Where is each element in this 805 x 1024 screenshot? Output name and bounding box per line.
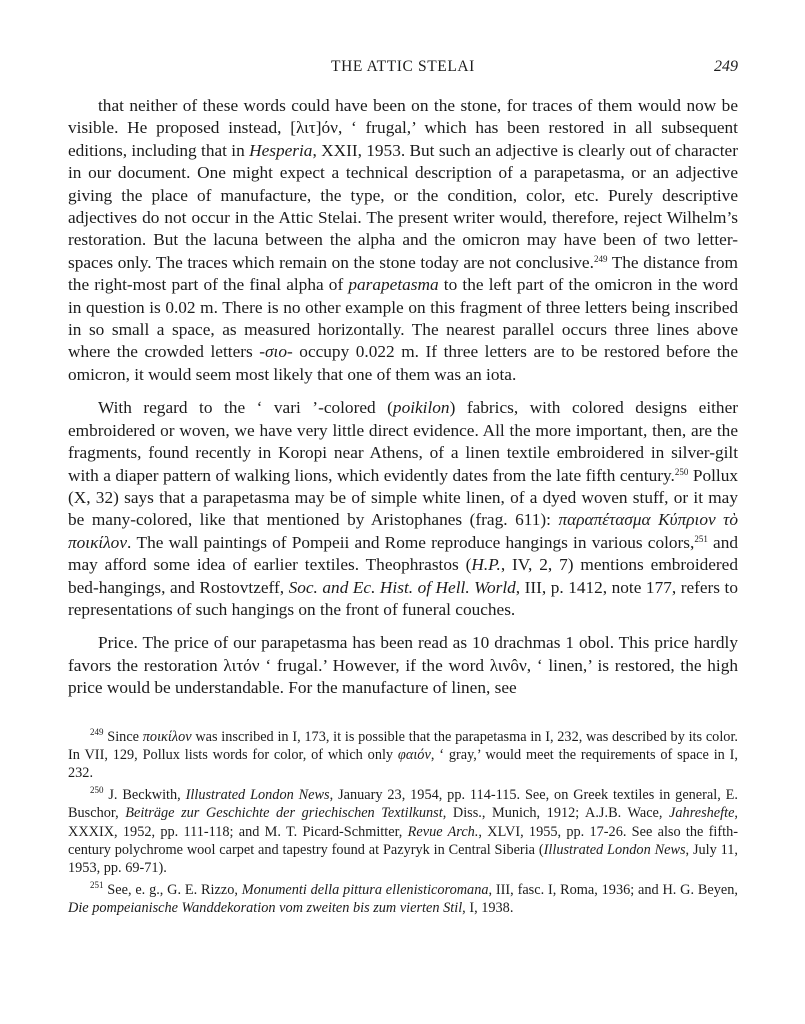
italic-text: φαιόν [397, 746, 431, 763]
text-run: Price. The price of our parapetasma has been read as 10 drachmas 1 obol. This price hardly favors the restoration λιτόν ‘ frugal.’ However, if the word λινôν, ‘ linen,’ is restored, the high price would be understandable. For the manufacture of linen, see [68, 633, 738, 698]
text-run: was inscribed in I, 173, it is possible that the parapetasma in I, 232, was described by its color. In VII, 129, Pollux lists words for color, of which only [68, 728, 738, 763]
text-run: , January 23, 1954, pp. 114-115. See, on Greek textiles in general, E. Buschor, [68, 787, 738, 822]
text-run: See, e. g., G. E. Rizzo, [103, 882, 242, 899]
italic-text: H.P. [471, 555, 501, 575]
footnote-marker: 249 [593, 253, 608, 264]
running-title: THE ATTIC STELAI [331, 58, 475, 75]
text-run: , July 11, 1953, pp. 69-71). [68, 841, 738, 876]
italic-text: Jahreshefte [669, 805, 735, 822]
footnote-marker: 251 [90, 880, 104, 891]
text-run: , ‘ gray,’ would meet the requirements of space in I, 232. [68, 746, 738, 781]
footnote-marker: 250 [90, 785, 104, 796]
text-run: to the left part of the omicron in the word in question is 0.02 m. There is no other example on this fragment of three letters being inscribed in so small a space, as measured horizontally. The nearest parallel occurs three lines above where the crowded letters - [68, 275, 738, 362]
text-run: The distance from the right-most part of the final alpha of [68, 252, 738, 295]
italic-text: Monumenti della pittura ellenisticoromana [241, 882, 489, 899]
paragraph [68, 632, 738, 699]
italic-text: Hesperia [249, 140, 313, 160]
text-run: , IV, 2, 7) mentions embroidered bed-hangings, and Rostovtzeff, [68, 555, 738, 597]
text-run: Pollux (X, 32) says that a parapetasma may be of simple white linen, of a dyed woven stuff, or it may be many-colored, like that mentioned by Aristophanes (frag. 611): [68, 465, 738, 530]
text-run: , XLVI, 1955, pp. 17-26. See also the fifth-century polychrome wool carpet and tapestry found at Pazyryk in Central Siberia ( [68, 823, 738, 858]
footnote [68, 728, 738, 783]
paragraph [68, 95, 738, 386]
italic-text: σιο [265, 342, 287, 362]
italic-text: Illustrated London News [543, 841, 686, 858]
text-run: , XXII, 1953. But such an adjective is clearly out of character in our document. One might expect a technical description of a parapetasma, or an adjective giving the place of manufacture, the type, or the condition, color, etc. Purely descriptive adjectives do not occur in the Attic Stelai. The present writer would, therefore, reject Wilhelm’s restoration. But the lacuna between the alpha and the omicron may have been of two letter-spaces only. The traces which remain on the stone today are not conclusive. [68, 140, 738, 272]
footnote-marker: 251 [694, 533, 708, 544]
italic-text: poikilon [392, 398, 450, 418]
text-run: that neither of these words could have been on the stone, for traces of them would now be visible. He proposed instead, [λιτ]όν, ‘ frugal,’ which has been restored in all subsequent editions, including that in [68, 96, 738, 160]
text-run: and may afford some idea of earlier textiles. Theophrastos ( [68, 532, 738, 575]
text-run: J. Beckwith, [103, 787, 186, 804]
body-text [68, 95, 738, 700]
text-run: Since [103, 728, 143, 745]
document-page [68, 58, 738, 922]
text-run: . The wall paintings of Pompeii and Rome reproduce hangings in various colors, [127, 532, 695, 552]
italic-text: Revue Arch. [407, 823, 479, 840]
text-run: , III, fasc. I, Roma, 1936; and H. G. Beyen, [488, 882, 738, 899]
italic-text: Illustrated London News [185, 787, 330, 804]
running-head [68, 58, 738, 82]
text-run: - occupy 0.022 m. If three letters are to be restored before the omicron, it would seem most likely that one of them was an iota. [68, 342, 738, 384]
footnote [68, 786, 738, 877]
footnote [68, 881, 738, 917]
footnote-marker: 250 [674, 466, 689, 477]
paragraph [68, 397, 738, 621]
italic-text: ποικίλον [142, 728, 192, 745]
text-run: , I, 1938. [462, 900, 514, 917]
page-number: 249 [714, 58, 738, 75]
italic-text: Beiträge zur Geschichte der griechischen Textilkunst [125, 805, 443, 822]
italic-text: parapetasma [348, 275, 439, 295]
italic-text: Die pompeianische Wanddekoration vom zweiten bis zum vierten Stil [68, 900, 463, 917]
italic-text: Soc. and Ec. Hist. of Hell. World [288, 577, 516, 597]
footnote-marker: 249 [90, 726, 104, 737]
text-run: , Diss., Munich, 1912; A.J.B. Wace, [442, 805, 670, 822]
text-run: , XXXIX, 1952, pp. 111-118; and M. T. Picard-Schmitter, [68, 805, 738, 840]
text-run: , III, p. 1412, note 177, refers to representations of such hangings on the front of funeral couches. [68, 577, 738, 619]
text-run: With regard to the ‘ vari ’-colored ( [98, 398, 393, 418]
footnotes [68, 728, 738, 918]
text-run: ) fabrics, with colored designs either embroidered or woven, we have very little direct evidence. All the more important, then, are the fragments, found recently in Koropi near Athens, of a linen textile embroidered in silver-gilt with a diaper pattern of walking lions, which evidently dates from the late fifth century. [68, 398, 738, 485]
italic-text: παραπέτασμα Κύπριον τὸ ποικίλον [68, 510, 738, 552]
